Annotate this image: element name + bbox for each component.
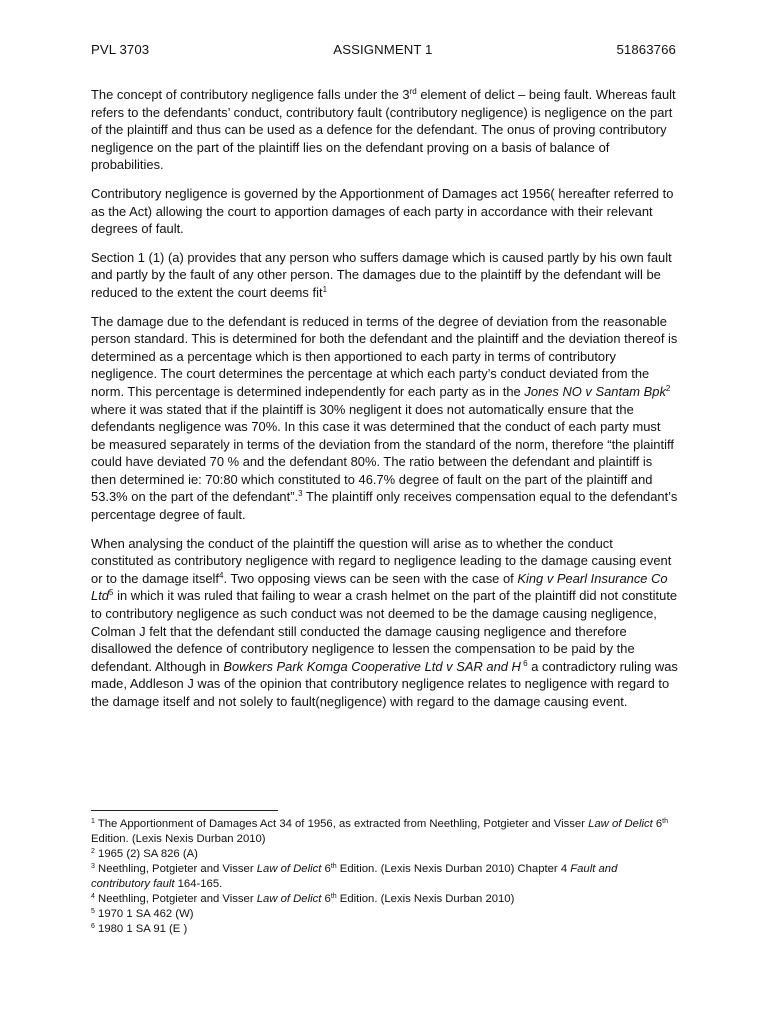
footnote-number: 5 xyxy=(91,908,95,915)
footnote-text: Edition. (Lexis Nexis Durban 2010) xyxy=(336,893,515,905)
paragraph-4-text-a: The damage due to the defendant is reduced in terms of the degree of deviation from the reasonable person standard. This is determined for both the defendant and the plaintiff and the deviation thereof is determined as a percentage which is then apportioned to each party in terms of contributory negligence. The court determines the percentage at which each party’s conduct deviated from the norm. This percentage is determined independently for each party as in the xyxy=(91,313,678,399)
footnote-number: 2 xyxy=(91,848,95,855)
paragraph-3-text: Section 1 (1) (a) provides that any person who suffers damage which is caused partly by his own fault and partly by the fault of any other person. The damages due to the plaintiff by the defendant will be reduced to the extent the court deems fit xyxy=(91,249,672,300)
chapter-title: Fault and contributory fault xyxy=(91,863,618,890)
ordinal-suffix: th xyxy=(330,893,337,900)
course-code: PVL 3703 xyxy=(91,42,150,57)
footnote-text: The Apportionment of Damages Act 34 of 1956, as extracted from Neethling, Potgieter and Visser xyxy=(94,818,589,830)
footnote-text: Neethling, Potgieter and Visser xyxy=(94,863,257,875)
student-number: 51863766 xyxy=(616,42,676,57)
paragraph-5 xyxy=(91,535,678,711)
footnote-number: 4 xyxy=(91,893,95,900)
ordinal-suffix: th xyxy=(330,863,337,870)
footnote-text: 6 xyxy=(321,893,331,905)
paragraph-3 xyxy=(91,249,678,302)
ordinal-suffix: rd xyxy=(409,87,417,96)
body-text xyxy=(91,86,678,722)
footnote-number: 3 xyxy=(91,863,95,870)
footnote-text: 1970 1 SA 462 (W) xyxy=(94,908,194,920)
footnote-text: Edition. (Lexis Nexis Durban 2010) Chapter 4 xyxy=(336,863,571,875)
footnote-text: Edition. (Lexis Nexis Durban 2010) xyxy=(91,833,266,845)
assignment-title: ASSIGNMENT 1 xyxy=(333,42,433,57)
footnote-ref-3: 3 xyxy=(298,489,303,499)
footnotes xyxy=(91,817,678,937)
footnote-3 xyxy=(91,862,678,892)
case-name-bowkers: Bowkers Park Komga Cooperative Ltd v SAR and H xyxy=(223,658,521,674)
footnote-number: 1 xyxy=(91,818,95,825)
book-title: Law of Delict xyxy=(256,893,322,905)
paragraph-4-text-c: The plaintiff only receives compensation equal to the defendant’s percentage degree of fault. xyxy=(91,489,678,523)
footnote-text: 6 xyxy=(321,863,331,875)
footnote-text: 164-165. xyxy=(174,878,223,890)
footnote-text: 6 xyxy=(652,818,663,830)
footnote-ref-6: 6 xyxy=(520,658,528,668)
paragraph-2: Contributory negligence is governed by the Apportionment of Damages act 1956( hereafter referred to as the Act) allowing the court to apportion damages of each party in accordance with their relevant degrees of fault. xyxy=(91,185,674,237)
paragraph-1-text-b: element of delict – being fault. Whereas fault refers to the defendants’ conduct, contributory fault (contributory negligence) is negligence on the part of the plaintiff and thus can be used as a defence for the defendant. The onus of proving contributory negligence on the part of the plaintiff lies on the defendant proving on a basis of balance of probabilities. xyxy=(91,87,676,173)
footnote-4 xyxy=(91,892,678,907)
paragraph-5-text-a: When analysing the conduct of the plaintiff the question will arise as to whether the conduct constituted as contributory negligence with regard to negligence leading to the damage causing event or to the damage itself xyxy=(91,535,672,586)
footnote-5 xyxy=(91,907,678,922)
paragraph-1 xyxy=(91,86,678,174)
paragraph-5-text-b: . Two opposing views can be seen with the case of xyxy=(223,570,518,586)
case-name-king: King v Pearl Insurance Co Ltd xyxy=(91,570,668,604)
footnote-separator xyxy=(91,810,278,811)
book-title: Law of Delict xyxy=(588,818,653,830)
paragraph-5-text-c: in which it was ruled that failing to wear a crash helmet on the part of the plaintiff did not constitute to contributory negligence as such conduct was not deemed to be the damage causing negligence, Colman J felt that the defendant still conducted the damage causing negligence and therefore disallowed the defence of contributory negligence to lessen the compensation to be paid by the defendant. Although in xyxy=(91,588,678,674)
footnote-1 xyxy=(91,817,678,847)
case-name-jones: Jones NO v Santam Bpk xyxy=(524,383,666,399)
footnote-6 xyxy=(91,922,678,937)
ordinal-suffix: th xyxy=(662,818,669,825)
footnote-text: Neethling, Potgieter and Visser xyxy=(94,893,257,905)
footnote-2 xyxy=(91,847,678,862)
footnote-ref-5: 5 xyxy=(108,588,114,598)
page-header xyxy=(91,42,676,57)
footnote-text: 1980 1 SA 91 (E ) xyxy=(94,923,188,935)
footnote-ref-4: 4 xyxy=(219,570,224,580)
paragraph-1-text-a: The concept of contributory negligence falls under the 3 xyxy=(91,87,410,102)
paragraph-4 xyxy=(91,313,678,524)
paragraph-4-text-b: where it was stated that if the plaintiff is 30% negligent it does not automatically ensure that the defendants negligence was 70%. In this case it was determined that the conduct of each party must be measured separately in terms of the deviation from the standard of the norm, therefore “the plaintiff could have deviated 70 % and the defendant 80%. The ratio between the defendant and plaintiff is then determined ie: 70:80 which constituted to 46.7% degree of fault on the part of the plaintiff and 53.3% on the part of the defendant”. xyxy=(91,401,674,505)
footnote-ref-2: 2 xyxy=(665,383,671,393)
footnote-ref-1: 1 xyxy=(322,284,328,294)
footnote-text: 1965 (2) SA 826 (A) xyxy=(94,848,198,860)
footnote-number: 6 xyxy=(91,923,95,930)
book-title: Law of Delict xyxy=(256,863,322,875)
paragraph-5-text-d: a contradictory ruling was made, Addleson J was of the opinion that contributory negligence relates to negligence with regard to the damage itself and not solely to fault(negligence) with regard to the damage causing event. xyxy=(91,658,678,709)
